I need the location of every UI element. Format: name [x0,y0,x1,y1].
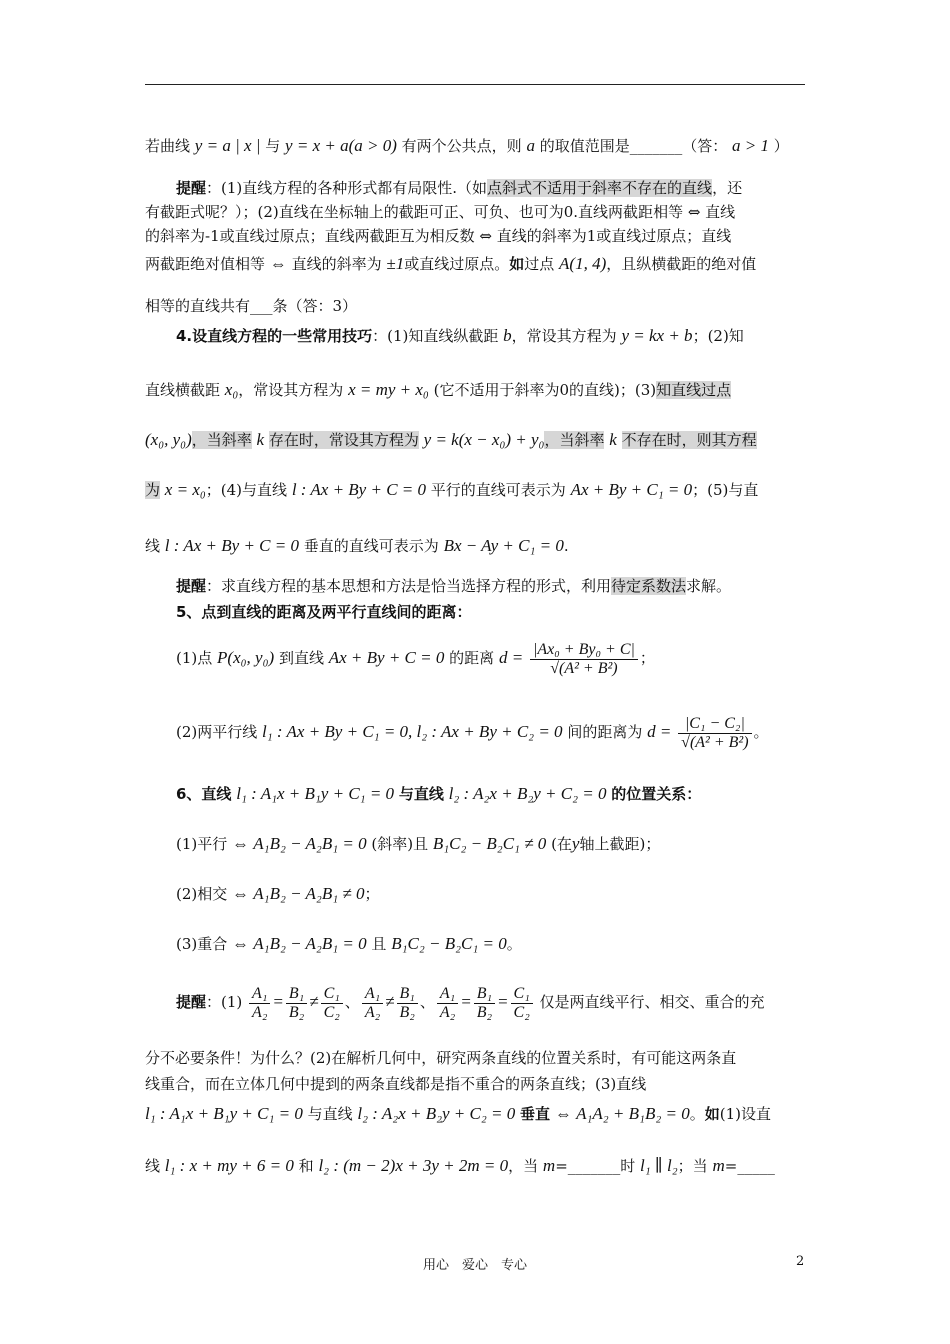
denominator: B₂ [476,1003,493,1021]
formula: l₁ : x + my + 6 = 0 [164,1156,294,1175]
fraction [321,985,343,1022]
numerator: C₁ [321,985,343,1004]
section-title: 5、点到直线的距离及两平行直线间的距离 [176,603,457,621]
numerator: A₁ [362,985,383,1004]
text: 和 [298,1157,314,1175]
text: ；(2)知 [692,327,744,345]
example-label: 如 [704,1105,720,1123]
formula: = [272,992,284,1011]
parallel-distance-fraction [678,715,751,752]
s4-line1 [176,326,806,346]
fraction [286,985,307,1022]
formula: ⇔ A₁B₂ − A₂B₁ = 0 [232,834,367,853]
text: 或直线过原点。 [404,255,510,273]
text: 线 [145,537,161,555]
formula: b [503,326,512,345]
formula: y = kx + b [621,326,693,345]
text: ：(1)知直线纵截距 [372,327,499,345]
highlight: 待定系数法 [611,577,687,595]
denominator: A₂ [252,1003,268,1021]
s5-item1 [176,640,806,678]
tip1-line3: 的斜率为-1或直线过原点；直线两截距互为相反数 ⇔ 直线的斜率为1或直线过原点；直线 [145,227,732,245]
formula: m [542,1156,556,1175]
tip3-line4 [145,1104,807,1124]
highlight: ，当斜率 [544,431,605,449]
numerator: B₁ [474,985,495,1004]
text: ，且纵横截距的绝对值 [606,255,757,273]
formula: y = x + a(a > 0) [285,136,397,155]
formula: A(1, 4) [559,254,607,273]
text: ，常设其方程为 [511,327,617,345]
numerator: C₁ [511,985,533,1004]
text: 与直线 [307,1105,353,1123]
tip3-line3: 线重合，而在立体几何中提到的两条直线都是指不重合的两条直线；(3)直线 [145,1075,647,1093]
text: 若曲线 [145,137,191,155]
text: ） [773,137,789,155]
para-curve-question [145,136,807,156]
formula: l₂ : A₂x + B₂y + C₂ = 0 [448,784,607,803]
text: . [563,537,569,555]
text: 且 [371,935,387,953]
text: 到直线 [278,649,324,667]
text: 直线横截距 [145,381,221,399]
tip-label: 提醒 [176,577,207,595]
formula: ≠ [309,992,319,1011]
tip3-line1 [176,982,806,1022]
text: 的距离 [449,649,495,667]
text: 过点 [524,255,555,273]
s4-line2 [145,380,807,400]
section-title: 6、直线 [176,785,232,803]
denominator: √(A² + B²) [550,659,618,677]
formula: l₂ : A₂x + B₂y + C₂ = 0 [357,1104,516,1123]
formula: x₀ [224,380,239,399]
formula: ⇔ A₁B₂ − A₂B₁ ≠ 0 [232,884,365,903]
formula: x = my + x₀ [348,380,429,399]
tip3-line5 [145,1156,807,1176]
highlight: 不存在时，则其方程 [621,431,757,449]
text: 的位置关系： [611,785,702,803]
text: 有两个公共点，则 [401,137,522,155]
formula: ⇔ [269,254,287,273]
denominator: A₂ [439,1003,456,1021]
formula: Ax + By + C₁ = 0 [570,480,693,499]
text: 两截距绝对值相等 [145,255,266,273]
tip2 [176,576,806,596]
formula: d = [647,722,672,741]
text: 。 [753,723,769,741]
formula: l : Ax + By + C = 0 [164,536,299,555]
text: ，常设其方程为 [238,381,344,399]
denominator: C₂ [323,1003,340,1021]
text: =_____ [724,1157,775,1175]
text: =_______时 [555,1157,636,1175]
tip1-line2: 有截距式呢？）；(2)直线在坐标轴上的截距可正、可负、也可为0.直线两截距相等 ⇔ 直线 [145,203,736,221]
highlight: ，当斜率 [191,431,252,449]
text: 与 [265,137,281,155]
text: 线 [145,1157,161,1175]
numerator: |Ax₀ + By₀ + C| [530,641,638,660]
formula: ⇔ A₁B₂ − A₂B₁ = 0 [232,934,367,953]
formula: ≠ [385,992,395,1011]
formula: P(x₀, y₀) [217,648,275,667]
text: ； [639,649,655,667]
text: 、 [419,993,435,1011]
tip-label: 提醒 [176,993,207,1011]
numerator: B₁ [397,985,418,1004]
text: ，还 [712,179,743,197]
fraction [511,985,533,1022]
formula: l₁ ∥ l₂ [640,1156,678,1175]
text: 直线的斜率为 [291,255,382,273]
text: (3)重合 [176,935,228,953]
denominator: B₂ [288,1003,305,1021]
numerator: A₁ [437,985,458,1004]
distance-fraction [530,641,638,678]
s4-line3 [145,430,807,450]
numerator: |C₁ − C₂| [678,715,751,734]
formula: l₁ : A₁x + B₁y + C₁ = 0 [145,1104,303,1123]
text: (1)点 [176,649,213,667]
formula: B₁C₂ − B₂C₁ ≠ 0 [432,834,547,853]
s4-line4 [145,480,807,500]
page-number: 2 [796,1254,805,1269]
text: ：(1) [206,993,243,1011]
text: ： [456,603,472,621]
highlight: 点斜式不适用于斜率不存在的直线 [487,179,713,197]
text: 轴上截距)； [579,835,661,853]
s4-line5 [145,536,807,556]
tip-label: 提醒 [176,179,207,197]
tip1-line4 [145,254,807,274]
s5-title [176,602,806,622]
formula: = [497,992,509,1011]
section-title: 4.设直线方程的一些常用技巧 [176,327,373,345]
formula: (x₀, y₀) [145,430,192,449]
text: ；(5)与直 [692,481,759,499]
formula: y = a | x | [194,136,261,155]
text: ； [364,885,380,903]
denominator: C₂ [513,1003,530,1021]
text: 的取值范围是_______（答： [539,137,728,155]
highlight: 为 [145,481,161,499]
tip1-line1 [176,178,806,198]
fraction [474,985,495,1022]
formula: Ax + By + C = 0 [328,648,445,667]
text: 垂直 [520,1105,551,1123]
text: (1)设直 [719,1105,771,1123]
formula: d = [498,648,524,667]
formula: y = k(x − x₀) + y₀ [423,430,545,449]
formula: a > 1 [732,136,770,155]
text: ；当 [677,1157,708,1175]
text: 间的距离为 [567,723,643,741]
tip3-line2: 分不必要条件！为什么？(2)在解析几何中，研究两条直线的位置关系时，有可能这两条直 [145,1049,737,1067]
text: 。 [689,1105,705,1123]
formula: m [712,1156,725,1175]
formula: l : Ax + By + C = 0 [291,480,427,499]
tip1-line5: 相等的直线共有___条（答：3） [145,297,358,315]
text: (2)相交 [176,885,228,903]
s6-title [176,784,806,804]
numerator: A₁ [249,985,270,1004]
header-rule [145,84,805,85]
text: 求解。 [686,577,732,595]
text: (它不适用于斜率为0的直线)；(3) [433,381,657,399]
text: 。 [506,935,522,953]
formula: B₁C₂ − B₂C₁ = 0 [391,934,507,953]
text: 垂直的直线可表示为 [303,537,439,555]
highlight: 知直线过点 [656,381,732,399]
text: ；(4)与直线 [205,481,288,499]
formula: y [571,834,580,853]
formula: l₂ : (m − 2)x + 3y + 2m = 0 [318,1156,509,1175]
text: ：求直线方程的基本思想和方法是恰当选择方程的形式，利用 [206,577,612,595]
formula: l₁ : Ax + By + C₁ = 0, l₂ : Ax + By + C₂ = 0 [262,722,563,741]
formula: x = x₀ [164,480,206,499]
fraction [437,985,458,1022]
text: (2)两平行线 [176,723,258,741]
text: (在 [551,835,572,853]
s5-item2 [176,714,806,752]
text: 仅是两直线平行、相交、重合的充 [539,993,765,1011]
s6-intersect [176,884,806,904]
fraction [397,985,418,1022]
numerator: B₁ [286,985,307,1004]
example-label: 如 [509,255,525,273]
formula: k [256,430,265,449]
formula: ±1 [386,254,405,273]
text: (斜率)且 [371,835,429,853]
s6-coincide [176,934,806,954]
fraction [362,985,383,1022]
s6-parallel [176,834,806,854]
formula: = [460,992,472,1011]
page-footer: 用心 爱心 专心 [422,1258,527,1273]
formula: ⇔ A₁A₂ + B₁B₂ = 0 [554,1104,690,1123]
denominator: A₂ [364,1003,381,1021]
fraction [249,985,270,1022]
text: (1)平行 [176,835,228,853]
formula: l₁ : A₁x + B₁y + C₁ = 0 [236,784,395,803]
text: 、 [344,993,360,1011]
text: ，当 [508,1157,539,1175]
denominator: √(A² + B²) [681,733,749,751]
formula: a [526,136,535,155]
formula: Bx − Ay + C₁ = 0 [443,536,564,555]
text: 平行的直线可表示为 [430,481,566,499]
highlight: 存在时，常设其方程为 [268,431,419,449]
text: 与直线 [398,785,444,803]
formula: k [609,430,617,449]
text: ：(1)直线方程的各种形式都有局限性.（如 [206,179,488,197]
denominator: B₂ [399,1003,415,1021]
